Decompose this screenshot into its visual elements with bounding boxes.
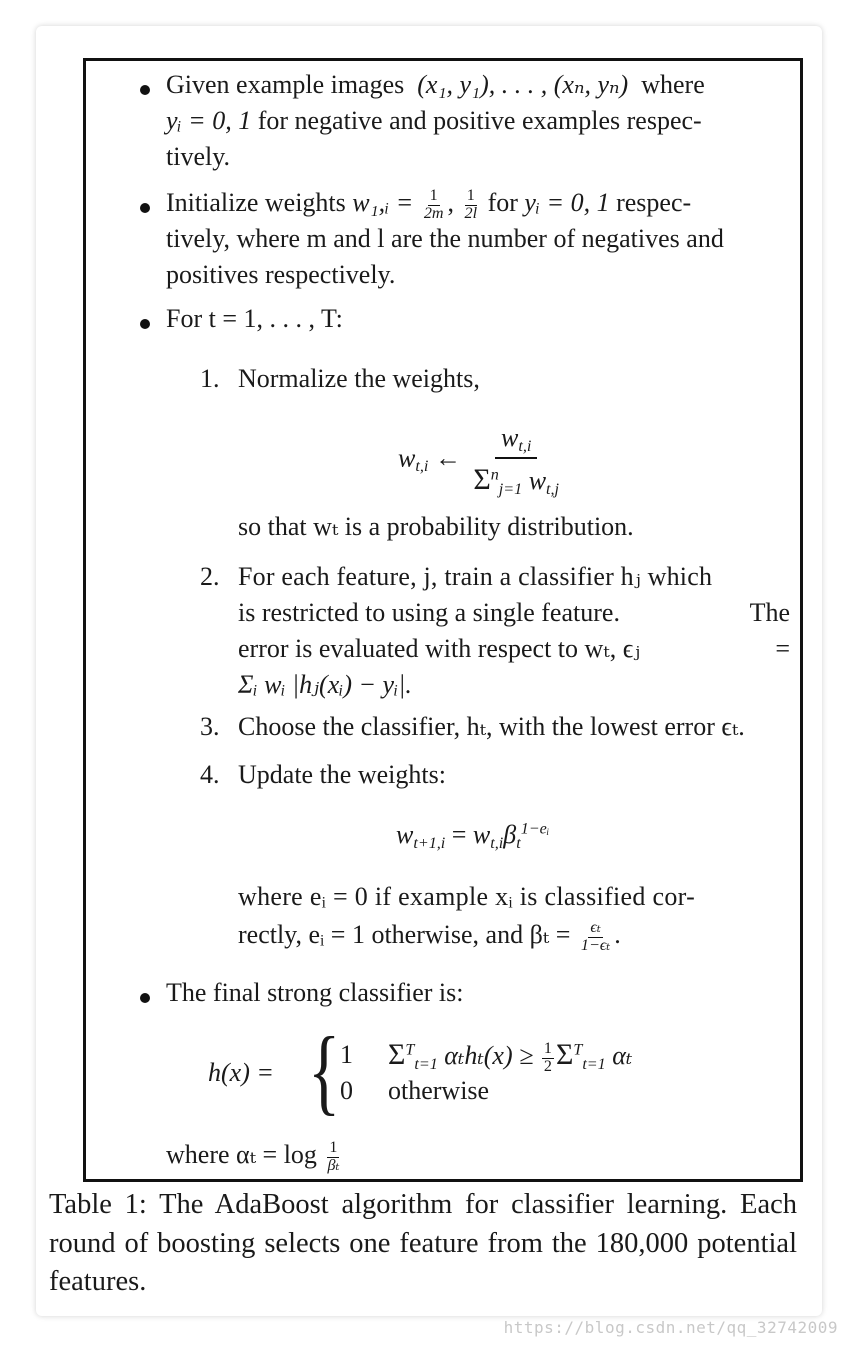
step4-text: Update the weights: — [238, 760, 446, 789]
step-number: 1. — [200, 364, 220, 393]
bullet-marker — [140, 203, 150, 213]
bullet1-line3: tively. — [166, 142, 231, 171]
fraction: $w_{t,i}$ $\Sigma^n_{j=1}$ $w_{t,j}$ — [473, 423, 560, 498]
step3-text: Choose the classifier, hₜ, with the lowest error ϵₜ. — [238, 712, 745, 741]
bullet2-line3: positives respectively. — [166, 260, 396, 289]
left-brace: { — [308, 1017, 341, 1124]
bullet-marker — [140, 993, 150, 1003]
case1-value: 1 — [340, 1040, 353, 1069]
case1-condition: $\Sigma^T_{t=1}$ αₜhₜ(x) ≥ $\frac{1}{2}$ $\Sigma^T_{t=1}$ αₜ — [388, 1038, 633, 1075]
step1-after: so that wₜ is a probability distribution. — [238, 512, 634, 541]
step1-text: Normalize the weights, — [238, 364, 480, 393]
alpha-definition: where αₜ = log $\frac{1}{\text{βₜ}}$ — [166, 1138, 340, 1174]
step-number: 4. — [200, 760, 220, 789]
fraction: $\frac{1}{2}$ — [543, 1039, 552, 1075]
step-number: 3. — [200, 712, 220, 741]
step2-line2: is restricted to using a single feature. The — [238, 598, 790, 627]
step2-line4: Σᵢ wᵢ |hⱼ(xᵢ) − yᵢ|. — [238, 670, 412, 699]
step2-line3: error is evaluated with respect to wₜ, ϵⱼ = — [238, 634, 790, 663]
bullet1-line2: yᵢ = 0, 1 for negative and positive examples respec- — [166, 106, 702, 135]
fraction: $\frac{1}{2m}$ — [423, 186, 444, 222]
bullet4-text: The final strong classifier is: — [166, 978, 464, 1007]
bullet-marker — [140, 319, 150, 329]
equation-update: $w_{t+1,i} = w_{t,i}\beta_t^{1-eᵢ}$ — [396, 820, 550, 852]
case2-value: 0 — [340, 1076, 353, 1105]
figure-card — [36, 26, 822, 1316]
bullet2-line2: tively, where m and l are the number of negatives and — [166, 224, 724, 253]
algorithm-box — [83, 58, 803, 1182]
bullet2-line1: Initialize weights w₁,ᵢ = $\frac{1}{2m}$ , $\frac{1}{2l}$ for yᵢ = 0, 1 respec- — [166, 186, 692, 222]
classifier-lhs: h(x) = — [208, 1058, 274, 1087]
fraction: $\frac{\text{ϵₜ}}{\text{1−ϵₜ}}$ — [580, 918, 611, 954]
fraction: $\frac{1}{\text{βₜ}}$ — [327, 1138, 340, 1174]
bullet3-text: For t = 1, . . . , T: — [166, 304, 343, 333]
watermark-url: https://blog.csdn.net/qq_32742009 — [503, 1318, 838, 1337]
step-number: 2. — [200, 562, 220, 591]
table-caption: Table 1: The AdaBoost algorithm for classifier learning. Each round of boosting selects one feature from the 180,000 potential features. — [49, 1189, 797, 1297]
step4-after1: where eᵢ = 0 if example xᵢ is classified cor- — [238, 882, 696, 911]
step4-after2: rectly, eᵢ = 1 otherwise, and βₜ = $\frac{\text{ϵₜ}}{\text{1−ϵₜ}}$ . — [238, 918, 621, 954]
bullet1-line1: Given example images (x₁, y₁), . . . , (xₙ, yₙ) where — [166, 70, 705, 99]
fraction: $\frac{1}{2l}$ — [464, 186, 478, 222]
equation-normalize: $w_{t,i}$ ← $w_{t,i}$ $\Sigma^n_{j=1}$ $w_{t,j}$ — [398, 421, 565, 500]
case2-condition: otherwise — [388, 1076, 490, 1105]
bullet-marker — [140, 85, 150, 95]
step2-line1: For each feature, j, train a classifier hⱼ which — [238, 562, 713, 591]
